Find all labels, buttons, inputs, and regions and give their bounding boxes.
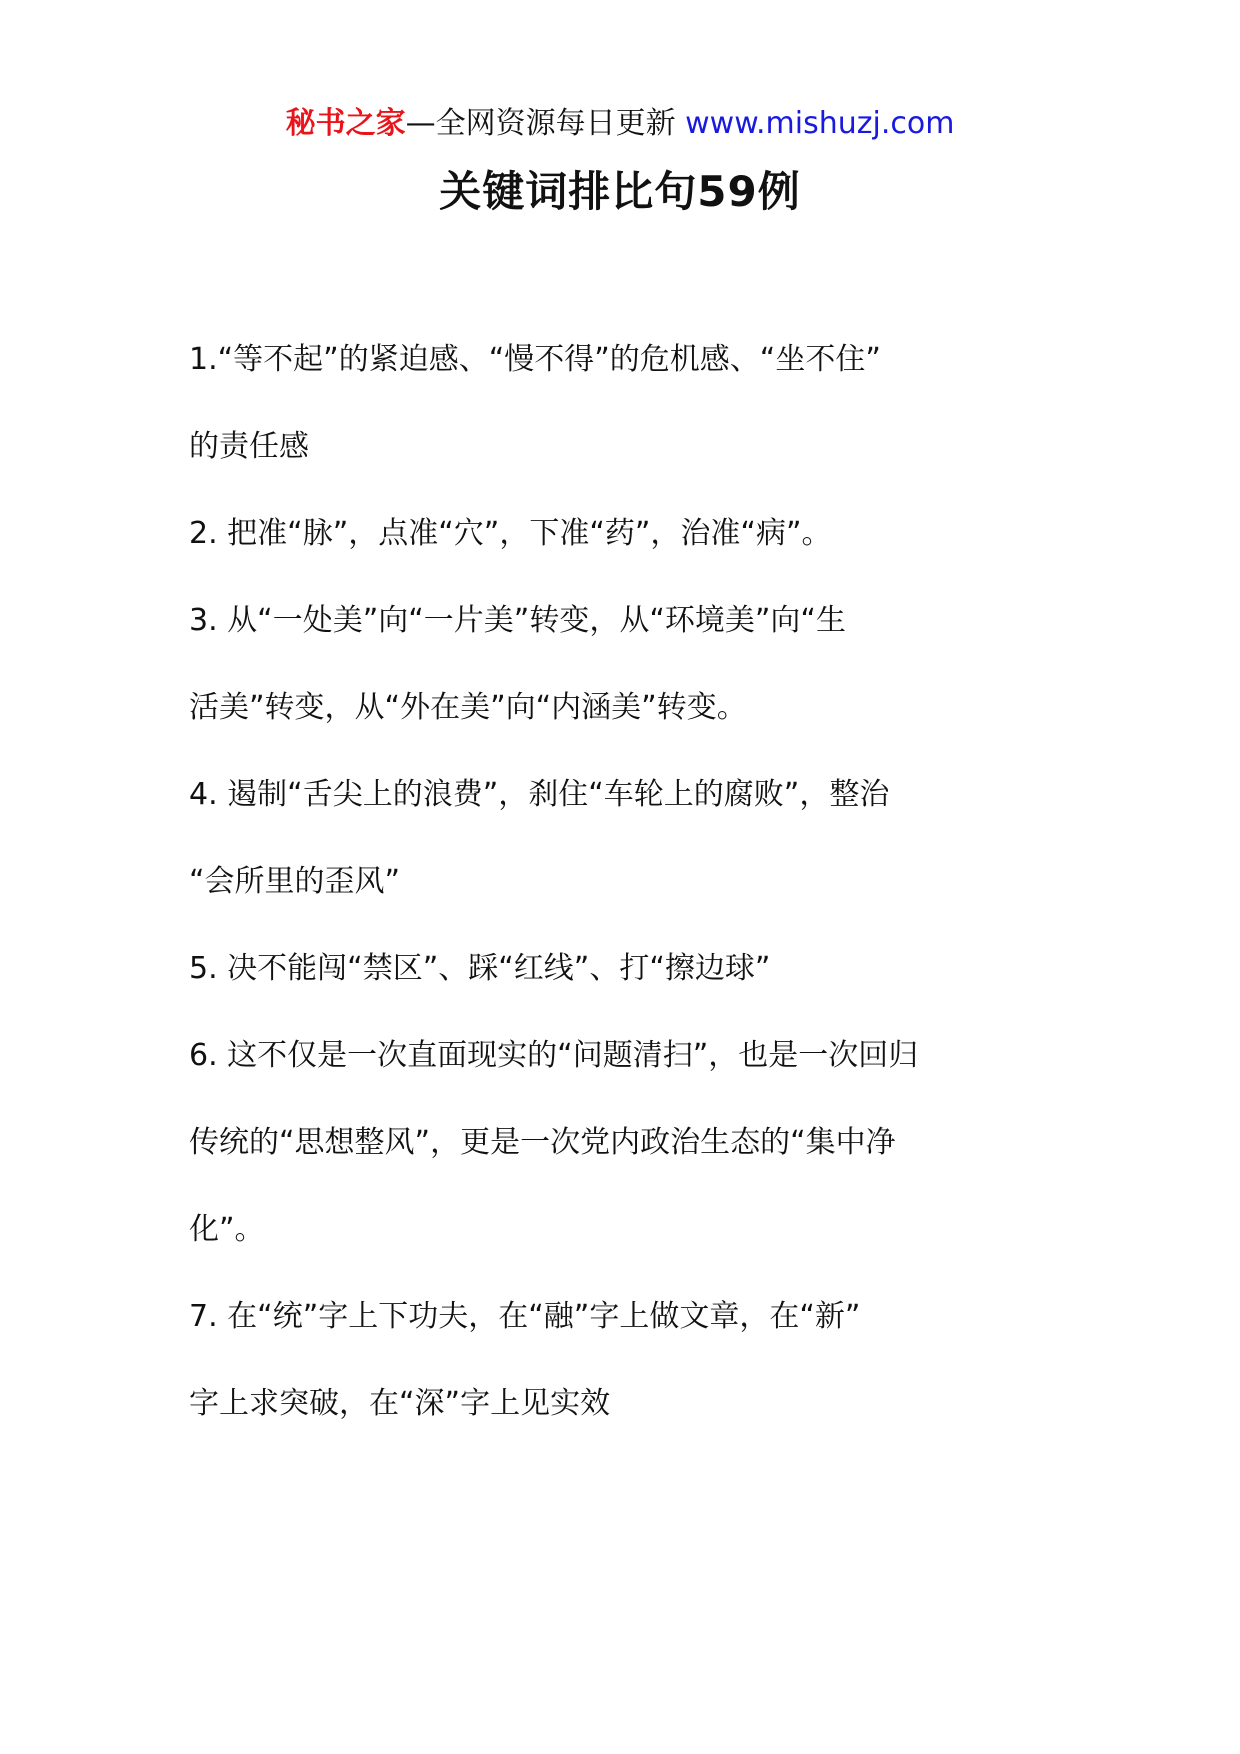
brand-name: 秘书之家 — [285, 106, 406, 141]
header-tagline: —全网资源每日更新 — [405, 106, 686, 141]
text-line: 字上求突破，在“深”字上见实效 — [189, 1386, 611, 1421]
text-line: 5. 决不能闯“禁区”、踩“红线”、打“擦边球” — [189, 951, 771, 986]
text-line: 7. 在“统”字上下功夫，在“融”字上做文章，在“新” — [189, 1299, 861, 1334]
text-line: 化”。 — [189, 1212, 265, 1247]
text-line: 的责任感 — [189, 429, 309, 464]
text-line: 6. 这不仅是一次直面现实的“问题清扫”，也是一次回归 — [189, 1038, 919, 1073]
text-line: 2. 把准“脉”，点准“穴”，下准“药”，治准“病”。 — [189, 516, 832, 551]
text-line: “会所里的歪风” — [189, 864, 401, 899]
text-line: 1.“等不起”的紧迫感、“慢不得”的危机感、“坐不住” — [189, 342, 881, 377]
text-line: 活美”转变，从“外在美”向“内涵美”转变。 — [189, 690, 747, 725]
website-link[interactable]: www.mishuzj.com — [685, 106, 955, 141]
text-line: 4. 遏制“舌尖上的浪费”，刹住“车轮上的腐败”，整治 — [189, 777, 890, 812]
text-line: 传统的“思想整风”，更是一次党内政治生态的“集中净 — [189, 1125, 896, 1160]
document-body — [189, 340, 1059, 1471]
page-header — [0, 100, 1240, 148]
text-line: 3. 从“一处美”向“一片美”转变，从“环境美”向“生 — [189, 603, 846, 638]
document-title: 关键词排比句59例 — [439, 167, 801, 216]
